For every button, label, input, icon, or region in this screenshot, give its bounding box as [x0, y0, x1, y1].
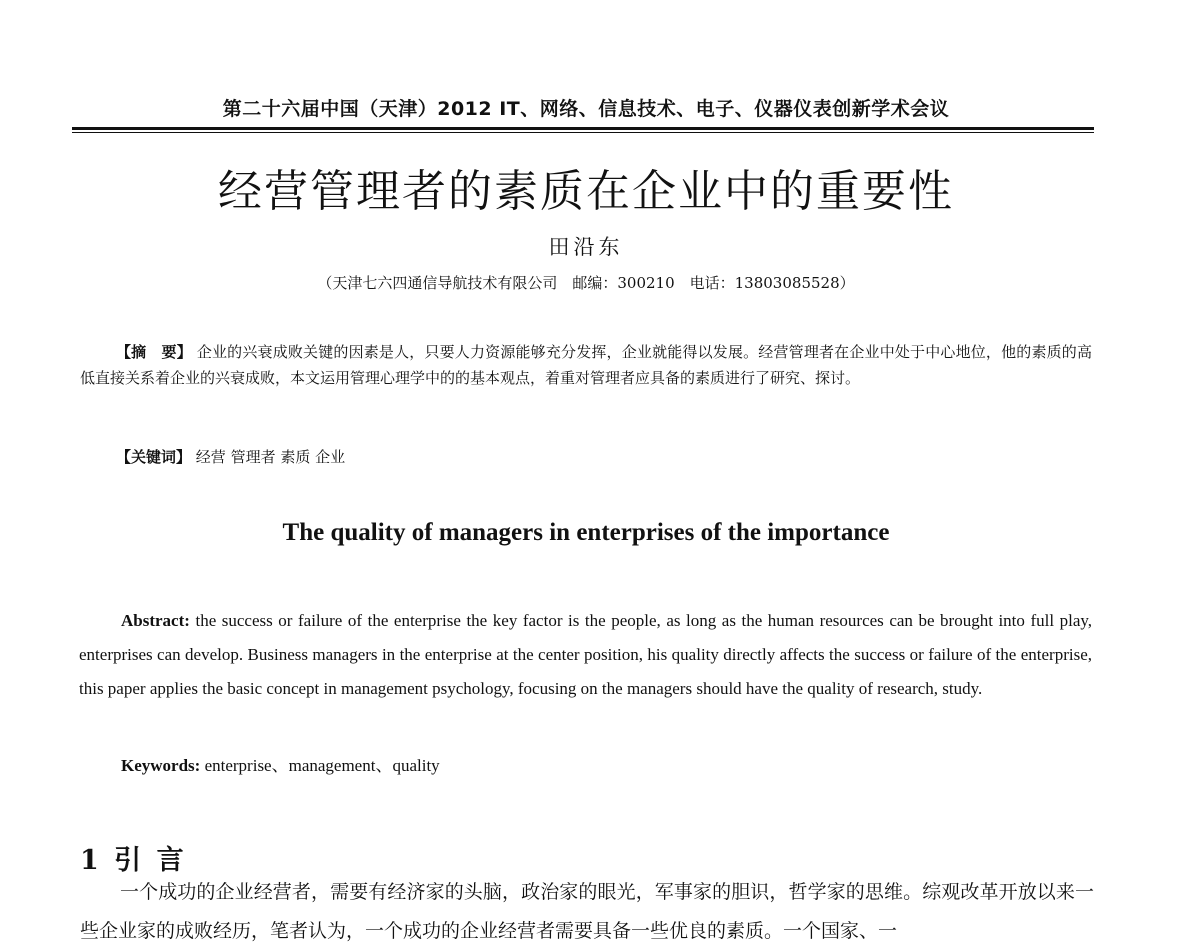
english-abstract-label: Abstract:	[121, 611, 190, 630]
english-title: The quality of managers in enterprises of the importance	[282, 519, 890, 546]
chinese-abstract-text: 企业的兴衰成败关键的因素是人，只要人力资源能够充分发挥，企业就能得以发展。经营管理者在企业中处于中心地位，他的素质的高低直接关系着企业的兴衰成败，本文运用管理心理学中的的基本观点，着重对管理者应具备的素质进行了研究、探讨。	[80, 343, 1092, 387]
header-rule-thin	[72, 132, 1094, 133]
chinese-keywords-label: 【关键词】	[116, 448, 192, 466]
chinese-abstract	[80, 339, 1092, 391]
english-abstract	[79, 604, 1092, 706]
author-affiliation: （天津七六四通信导航技术有限公司 邮编：300210 电话：13803085528）	[317, 274, 855, 292]
english-keywords-text: enterprise、management、quality	[204, 756, 440, 775]
introduction-body-text: 一个成功的企业经营者，需要有经济家的头脑，政治家的眼光，军事家的胆识，哲学家的思维。综观改革开放以来一些企业家的成败经历，笔者认为，一个成功的企业经营者需要具备一些优良的素质。一个国家、一	[80, 881, 1094, 942]
header-rule-thick	[72, 127, 1094, 130]
english-keywords-label: Keywords:	[121, 756, 201, 775]
chinese-keywords	[116, 446, 345, 467]
author-name: 田沿东	[548, 235, 624, 259]
paper-title: 经营管理者的素质在企业中的重要性	[218, 166, 954, 217]
chinese-keywords-text: 经营 管理者 素质 企业	[195, 448, 346, 466]
english-keywords	[121, 751, 440, 776]
english-abstract-text: the success or failure of the enterprise the key factor is the people, as long as the human resources can be brought into full play, enterprises can develop. Business managers in the enterprise at the center position, his quality directly affects the success or failure of the enterprise, this paper applies the basic concept in management psychology, focusing on the managers should have the quality of research, study.	[79, 611, 1093, 698]
chinese-abstract-label: 【摘 要】	[116, 343, 192, 361]
section-heading-introduction: 1 引 言	[80, 845, 187, 876]
conference-header: 第二十六届中国（天津）2012 IT、网络、信息技术、电子、仪器仪表创新学术会议	[222, 98, 950, 120]
